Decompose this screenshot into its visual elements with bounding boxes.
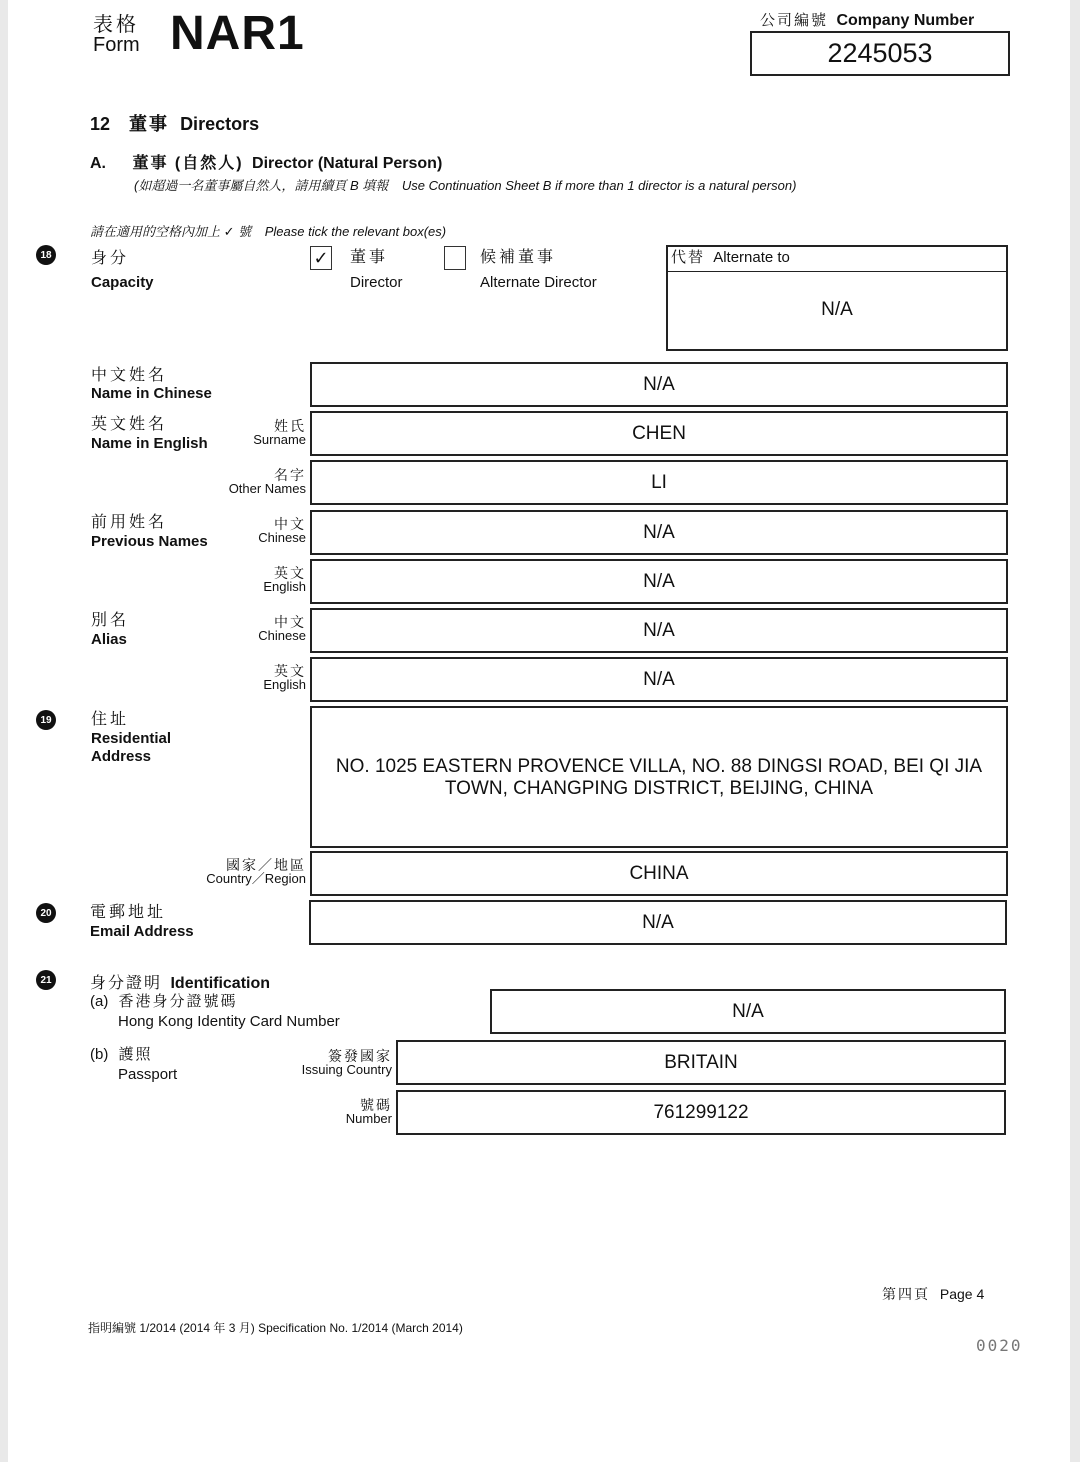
name-english-label-chinese: 英文姓名	[91, 416, 168, 433]
tick-instruction: 請在適用的空格內加上 ✓ 號 Please tick the relevant box(es)	[90, 224, 447, 239]
capacity-label: Capacity	[91, 274, 154, 291]
form-label: Form	[93, 34, 140, 56]
email-field[interactable]: N/A	[309, 900, 1007, 945]
other-names-sublabel: 名字 Other Names	[228, 467, 306, 496]
alias-chinese-field[interactable]: N/A	[310, 608, 1008, 653]
alias-english-sublabel: 英文 English	[263, 663, 306, 692]
subsection-title: A. 董事 (自然人) Director (Natural Person)	[90, 155, 443, 172]
name-chinese-label-chinese: 中文姓名	[91, 367, 168, 384]
item-badge-18: 18	[36, 245, 56, 265]
continuation-note: (如超過一名董事屬自然人，請用續頁 B 填報 Use Continuation Sheet B if more than 1 director is a natural person)	[134, 178, 797, 193]
name-chinese-field[interactable]: N/A	[310, 362, 1008, 407]
previous-names-english-sublabel: 英文 English	[263, 565, 306, 594]
alias-chinese-sublabel: 中文 Chinese	[258, 614, 306, 643]
surname-sublabel: 姓氏 Surname	[253, 418, 306, 447]
previous-names-chinese-sublabel: 中文 Chinese	[258, 516, 306, 545]
alias-english-field[interactable]: N/A	[310, 657, 1008, 702]
address-label-chinese: 住址	[91, 711, 130, 728]
country-region-field[interactable]: CHINA	[310, 851, 1008, 896]
capacity-label-chinese: 身分	[91, 250, 130, 267]
section-title: 12 董事 Directors	[90, 114, 260, 134]
residential-address-text: NO. 1025 EASTERN PROVENCE VILLA, NO. 88 DINGSI ROAD, BEI QI JIA TOWN, CHANGPING DISTRICT, BEIJING, CHINA	[335, 756, 983, 799]
alias-label-chinese: 別名	[91, 612, 130, 629]
surname-field[interactable]: CHEN	[310, 411, 1008, 456]
item-badge-20: 20	[36, 903, 56, 923]
name-chinese-label: Name in Chinese	[91, 385, 212, 402]
issuing-country-sublabel: 簽發國家 Issuing Country	[301, 1048, 392, 1077]
item-badge-21: 21	[36, 970, 56, 990]
checkmark-icon: ✓	[313, 247, 329, 268]
company-number-box[interactable]: 2245053	[750, 31, 1010, 76]
hkid-label: (a) 香港身分證號碼 Hong Kong Identity Card Number	[90, 993, 340, 1030]
previous-names-english-field[interactable]: N/A	[310, 559, 1008, 604]
residential-address-field[interactable]	[310, 706, 1008, 848]
page-number: 第四頁 Page 4	[882, 1286, 985, 1302]
other-names-field[interactable]: LI	[310, 460, 1008, 505]
alias-label: Alias	[91, 631, 127, 648]
form-page	[8, 0, 1070, 1462]
hkid-field[interactable]: N/A	[490, 989, 1006, 1034]
name-english-label: Name in English	[91, 435, 208, 452]
alternate-to-value: N/A	[821, 299, 853, 320]
alternate-director-label: Alternate Director	[480, 274, 597, 291]
alternate-director-label-chinese: 候補董事	[480, 249, 557, 266]
email-label: Email Address	[90, 923, 194, 940]
alternate-to-header: 代替 Alternate to	[668, 247, 1006, 272]
form-label-chinese: 表格	[93, 14, 139, 36]
passport-number-sublabel: 號碼 Number	[345, 1097, 392, 1126]
page-serial: 0020	[976, 1336, 1023, 1355]
director-checkbox[interactable]	[310, 246, 332, 270]
address-label-line1: Residential	[91, 730, 172, 747]
country-region-sublabel: 國家／地區 Country／Region	[206, 857, 306, 886]
issuing-country-field[interactable]: BRITAIN	[396, 1040, 1006, 1085]
previous-names-label: Previous Names	[91, 533, 208, 550]
previous-names-label-chinese: 前用姓名	[91, 514, 168, 531]
company-number-label: 公司編號 Company Number	[760, 12, 975, 29]
address-label-line2: Address	[91, 748, 152, 765]
email-label-chinese: 電郵地址	[90, 904, 167, 921]
alternate-to-box[interactable]	[666, 245, 1008, 351]
identification-label: 身分證明 Identification	[90, 975, 271, 992]
director-label-chinese: 董事	[350, 249, 389, 266]
previous-names-chinese-field[interactable]: N/A	[310, 510, 1008, 555]
alternate-director-checkbox[interactable]	[444, 246, 466, 270]
specification-number: 指明編號 1/2014 (2014 年 3 月) Specification No. 1/2014 (March 2014)	[88, 1321, 463, 1335]
form-number: NAR1	[170, 7, 305, 60]
item-badge-19: 19	[36, 710, 56, 730]
passport-number-field[interactable]: 761299122	[396, 1090, 1006, 1135]
director-label: Director	[350, 274, 403, 291]
passport-label: (b) 護照 Passport	[90, 1046, 178, 1083]
